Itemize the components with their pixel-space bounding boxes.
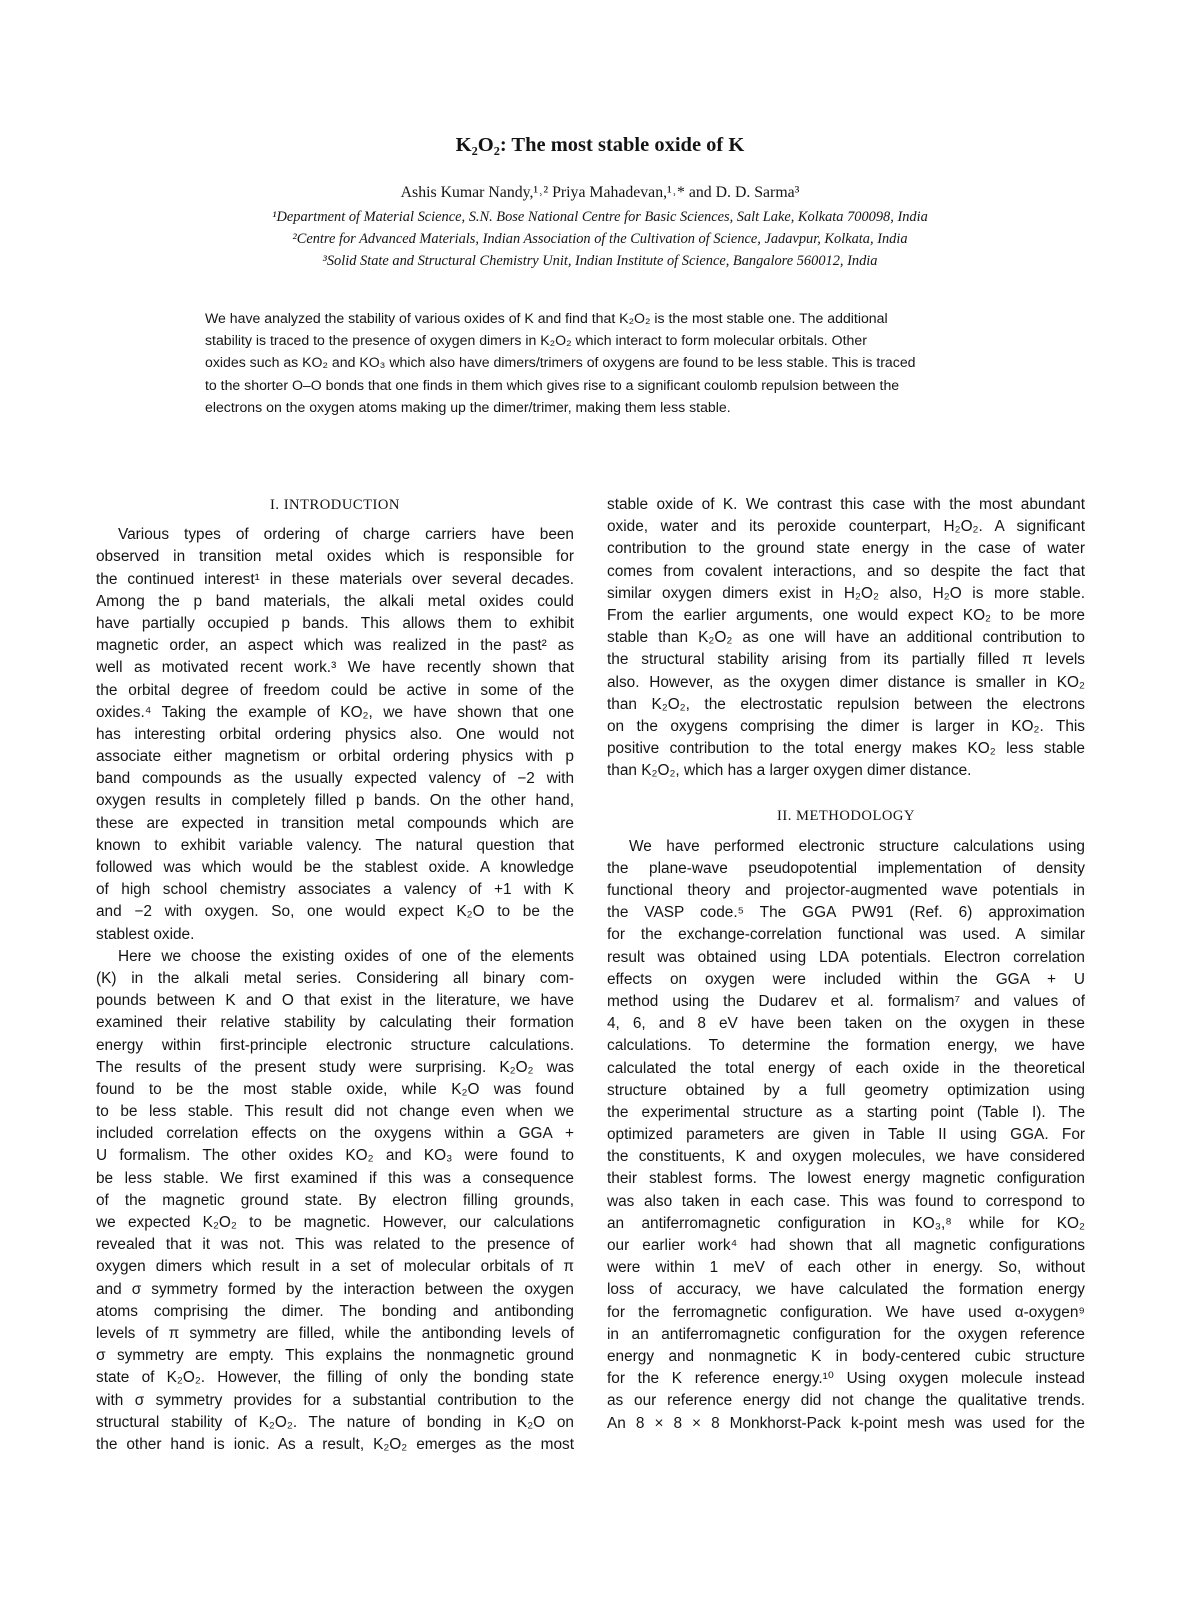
abstract-line: We have analyzed the stability of various oxides of K and find that K₂O₂ is the most stable one. The additional	[205, 310, 888, 326]
text-line: as our reference energy did not change the qualitative trends.	[607, 1392, 1085, 1410]
text-line: similar oxygen dimers exist in H₂O₂ also, H₂O is more stable.	[607, 584, 1085, 602]
text-line: followed was which would be the stablest oxide. A knowledge	[96, 859, 574, 876]
text-line: of the magnetic ground state. By electron filling grounds,	[96, 1191, 574, 1209]
text-line: be less stable. We first examined if this was a consequence	[96, 1169, 574, 1187]
text-line: We have performed electronic structure calculations using	[629, 837, 1085, 855]
text-line: on the oxygens comprising the dimer is larger in KO₂. This	[607, 717, 1085, 735]
text-line: examined their relative stability by calculating their formation	[96, 1014, 574, 1032]
text-line: oxygen dimers which result in a set of molecular orbitals of π	[96, 1258, 574, 1276]
text-line: contribution to the ground state energy in the case of water	[607, 540, 1085, 558]
text-line: an antiferromagnetic configuration in KO₃,⁸ while for KO₂	[607, 1214, 1085, 1232]
text-line: the experimental structure as a starting point (Table I). The	[607, 1103, 1085, 1121]
text-line: σ symmetry are empty. This explains the nonmagnetic ground	[96, 1347, 574, 1365]
text-line: An 8 × 8 × 8 Monkhorst-Pack k-point mesh was used for the	[607, 1414, 1085, 1432]
text-line: the VASP code.⁵ The GGA PW91 (Ref. 6) approximation	[607, 904, 1085, 922]
text-line: well as motivated recent work.³ We have recently shown that	[96, 659, 574, 677]
text-line: revealed that it was not. This was related to the presence of	[96, 1236, 574, 1254]
text-line: state of K₂O₂. However, the filling of only the bonding state	[96, 1369, 574, 1387]
text-line: Various types of ordering of charge carriers have been	[118, 526, 574, 544]
text-line: in an antiferromagnetic configuration for the oxygen reference	[607, 1325, 1085, 1343]
methodology-paragraph-1	[607, 836, 1085, 1435]
abstract	[205, 307, 997, 418]
text-line: their stablest forms. The lowest energy magnetic configuration	[607, 1170, 1085, 1188]
text-line: observed in transition metal oxides which is responsible for	[96, 548, 574, 566]
text-line: the orbital degree of freedom could be active in some of the	[96, 681, 574, 699]
text-line: result was obtained using LDA potentials. Electron correlation	[607, 948, 1085, 966]
text-line: positive contribution to the total energy makes KO₂ less stable	[607, 740, 1085, 758]
text-line: The results of the present study were surprising. K₂O₂ was	[96, 1058, 574, 1076]
text-line: the plane-wave pseudopotential implementation of density	[607, 859, 1085, 877]
text-line: band compounds as the usually expected valency of −2 with	[96, 770, 574, 788]
text-line: magnetic order, an aspect which was realized in the past² as	[96, 637, 574, 655]
text-line: of high school chemistry associates a valency of +1 with K	[96, 881, 574, 899]
text-line: calculations. To determine the formation energy, we have	[607, 1037, 1085, 1055]
text-line: our earlier work⁴ had shown that all magnetic configurations	[607, 1237, 1085, 1254]
text-line: stable than K₂O₂ as one will have an additional contribution to	[607, 629, 1085, 647]
text-line: associate either magnetism or orbital ordering physics with p	[96, 748, 574, 766]
text-line: with σ symmetry provides for a substantial contribution to the	[96, 1391, 574, 1409]
text-line: and σ symmetry formed by the interaction between the oxygen	[96, 1280, 574, 1298]
abstract-line: electrons on the oxygen atoms making up the dimer/trimer, making them less stable.	[205, 398, 731, 415]
section-heading-introduction: I. INTRODUCTION	[270, 497, 400, 513]
text-line: the structural stability arising from its partially filled π levels	[607, 651, 1085, 669]
text-line: was also taken in each case. This was found to correspond to	[607, 1192, 1085, 1210]
text-line: to be less stable. This result did not change even when we	[96, 1103, 574, 1121]
text-line: functional theory and projector-augmented wave potentials in	[607, 882, 1085, 899]
text-line: structural stability of K₂O₂. The nature of bonding in K₂O on	[96, 1413, 574, 1431]
text-line: have partially occupied p bands. This allows them to exhibit	[96, 614, 574, 632]
paper-title: K₂O₂: The most stable oxide of K	[455, 134, 745, 156]
text-line: levels of π symmetry are filled, while the antibonding levels of	[96, 1324, 574, 1342]
right-column	[607, 494, 1085, 1435]
text-line: these are expected in transition metal compounds which are	[96, 814, 574, 832]
intro-paragraph-1	[96, 524, 574, 946]
text-line: comes from covalent interactions, and so despite the fact that	[607, 562, 1085, 580]
affiliation-1: ¹Department of Material Science, S.N. Bose National Centre for Basic Sciences, Salt Lake, Kolkata 700098, India	[272, 209, 928, 225]
text-line: (K) in the alkali metal series. Considering all binary com-	[96, 969, 574, 987]
text-line: included correlation effects on the oxygens within a GGA +	[96, 1125, 574, 1143]
affiliation-2: ²Centre for Advanced Materials, Indian Association of the Cultivation of Science, Jadavpur, Kolkata, India	[292, 231, 908, 247]
text-line: also. However, as the oxygen dimer distance is smaller in KO₂	[607, 673, 1085, 691]
text-line: the continued interest¹ in these materials over several decades.	[96, 570, 574, 588]
abstract-line: to the shorter O–O bonds that one finds in them which gives rise to a significant coulomb repulsion between the	[205, 376, 900, 393]
text-line: and −2 with oxygen. So, one would expect K₂O to be the	[96, 903, 574, 921]
text-line: than K₂O₂, the electrostatic repulsion between the electrons	[607, 695, 1085, 713]
text-line: Here we choose the existing oxides of one of the elements	[118, 947, 574, 965]
intro-paragraph-2	[96, 946, 574, 1456]
text-line: the constituents, K and oxygen molecules, we have considered	[607, 1148, 1085, 1166]
text-line: calculated the total energy of each oxide in the theoretical	[607, 1059, 1085, 1077]
text-line: stablest oxide.	[96, 925, 195, 943]
text-line: U formalism. The other oxides KO₂ and KO₃ were found to	[96, 1147, 574, 1165]
text-line: oxides.⁴ Taking the example of KO₂, we have shown that one	[96, 703, 574, 721]
text-line: were within 1 meV of each other in energy. So, without	[607, 1259, 1085, 1277]
left-column	[96, 494, 574, 1456]
text-line: found to be the most stable oxide, while K₂O was found	[96, 1080, 574, 1098]
text-line: known to exhibit variable valency. The natural question that	[96, 836, 574, 854]
affiliation-3: ³Solid State and Structural Chemistry Unit, Indian Institute of Science, Bangalore 560012, India	[322, 253, 878, 269]
text-line: energy and nonmagnetic K in body-centered cubic structure	[607, 1347, 1085, 1365]
text-line: for the ferromagnetic configuration. We have used α-oxygen⁹	[607, 1303, 1085, 1321]
section-heading-methodology: II. METHODOLOGY	[776, 808, 915, 825]
text-line: for the K reference energy.¹⁰ Using oxygen molecule instead	[607, 1370, 1085, 1388]
text-line: the other hand is ionic. As a result, K₂O₂ emerges as the most	[96, 1435, 574, 1453]
text-line: oxide, water and its peroxide counterpart, H₂O₂. A significant	[607, 518, 1085, 536]
text-line: for the exchange-correlation functional was used. A similar	[607, 926, 1085, 944]
text-line: effects on oxygen were included within the GGA + U	[607, 970, 1085, 988]
text-line: 4, 6, and 8 eV have been taken on the oxygen in these	[607, 1015, 1085, 1033]
text-line: Among the p band materials, the alkali metal oxides could	[96, 592, 574, 610]
text-line: has interesting orbital ordering physics also. One would not	[96, 725, 574, 743]
text-line: energy within first-principle electronic structure calculations.	[96, 1036, 574, 1054]
intro-continuation	[607, 494, 1085, 782]
affiliations	[0, 206, 1200, 272]
text-line: stable oxide of K. We contrast this case with the most abundant	[607, 496, 1085, 513]
text-line: pounds between K and O that exist in the literature, we have	[96, 992, 574, 1010]
text-line: we expected K₂O₂ to be magnetic. However, our calculations	[96, 1214, 574, 1231]
text-line: oxygen results in completely filled p bands. On the other hand,	[96, 792, 574, 810]
text-line: From the earlier arguments, one would expect KO₂ to be more	[607, 606, 1085, 624]
text-line: optimized parameters are given in Table II using GGA. For	[607, 1126, 1085, 1144]
abstract-line: stability is traced to the presence of oxygen dimers in K₂O₂ which interact to form molecular orbitals. Other	[205, 332, 867, 349]
text-line: loss of accuracy, we have calculated the formation energy	[607, 1281, 1085, 1299]
text-line: atoms comprising the dimer. The bonding and antibonding	[96, 1302, 574, 1320]
abstract-line: oxides such as KO₂ and KO₃ which also have dimers/trimers of oxygens are found to be less stable. This is traced	[205, 354, 916, 371]
text-line: method using the Dudarev et al. formalism⁷ and values of	[607, 992, 1085, 1010]
author-list: Ashis Kumar Nandy,¹˒² Priya Mahadevan,¹˒* and D. D. Sarma³	[400, 184, 800, 201]
text-line: than K₂O₂, which has a larger oxygen dimer distance.	[607, 762, 972, 780]
text-line: structure obtained by a full geometry optimization using	[607, 1081, 1085, 1099]
